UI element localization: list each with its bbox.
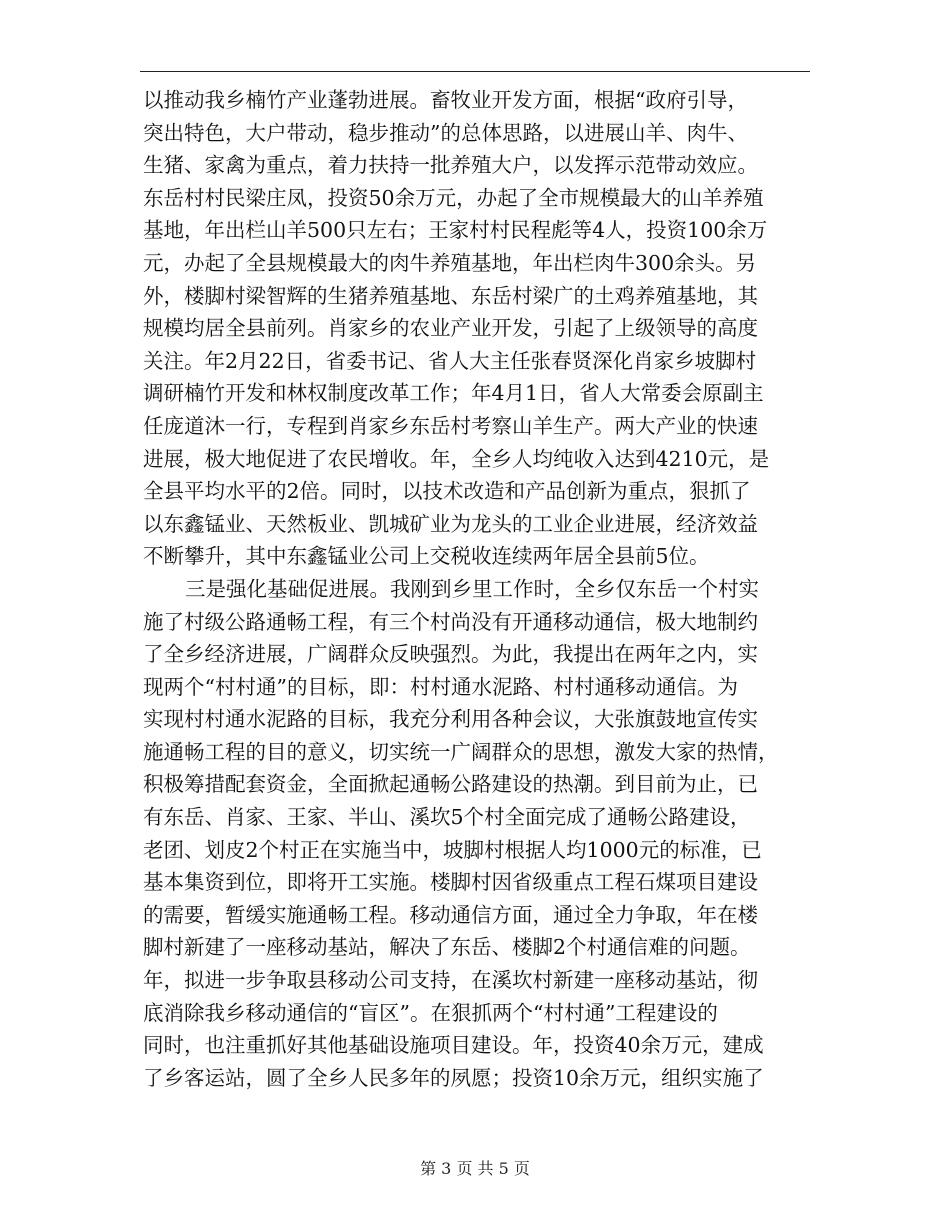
page-footer: 第 3 页 共 5 页 — [420, 1159, 530, 1178]
text-line: 调研楠竹开发和林权制度改革工作；年4月1日，省人大常委会原副主 — [143, 381, 764, 406]
text-line: 元，办起了全县规模最大的肉牛养殖基地，年出栏肉牛300余头。另 — [143, 250, 757, 275]
text-line: 积极筹措配套资金，全面掀起通畅公路建设的热潮。到目前为止，已 — [143, 772, 758, 797]
text-line: 规模均居全县前列。肖家乡的农业产业开发，引起了上级领导的高度 — [143, 316, 758, 341]
text-line: 进展，极大地促进了农民增收。年，全乡人均纯收入达到4210元，是 — [143, 446, 770, 471]
text-line: 突出特色，大户带动，稳步推动”的总体思路，以进展山羊、肉牛、 — [143, 120, 748, 145]
paragraph — [143, 84, 815, 573]
text-line: 施通畅工程的目的意义，切实统一广阔群众的思想，激发大家的热情， — [143, 739, 779, 764]
text-line: 了乡客运站，圆了全乡人民多年的夙愿；投资10余万元，组织实施了 — [143, 1065, 764, 1090]
text-line: 年，拟进一步争取县移动公司支持，在溪坎村新建一座移动基站，彻 — [143, 968, 758, 993]
text-line: 同时，也注重抓好其他基础设施项目建设。年，投资40余万元，建成 — [143, 1033, 764, 1058]
text-line: 不断攀升，其中东鑫锰业公司上交税收连续两年居全县前5位。 — [143, 544, 710, 569]
text-line: 了全乡经济进展，广阔群众反映强烈。为此，我提出在两年之内，实 — [143, 642, 758, 667]
body-text — [143, 84, 815, 1094]
text-line: 老团、划皮2个村正在实施当中，坡脚村根据人均1000元的标准，已 — [143, 837, 762, 862]
text-line: 外，楼脚村梁智辉的生猪养殖基地、东岳村梁广的土鸡养殖基地，其 — [143, 283, 758, 308]
text-line: 脚村新建了一座移动基站，解决了东岳、楼脚2个村通信难的问题。 — [143, 935, 751, 960]
text-line: 以推动我乡楠竹产业蓬勃进展。畜牧业开发方面，根据“政府引导， — [143, 88, 748, 112]
text-line: 的需要，暂缓实施通畅工程。移动通信方面，通过全力争取，年在楼 — [143, 902, 758, 927]
text-line: 实现村村通水泥路的目标，我充分利用各种会议，大张旗鼓地宣传实 — [143, 707, 758, 732]
paragraph — [143, 573, 815, 1095]
text-line: 生猪、家禽为重点，着力扶持一批养殖大户，以发挥示范带动效应。 — [143, 153, 758, 178]
text-line: 东岳村村民梁庄凤，投资50余万元，办起了全市规模最大的山羊养殖 — [143, 185, 764, 210]
text-line: 任庞道沐一行，专程到肖家乡东岳村考察山羊生产。两大产业的快速 — [143, 413, 758, 438]
header-rule — [140, 71, 810, 72]
text-line: 现两个“村村通”的目标，即：村村通水泥路、村村通移动通信。为 — [143, 674, 738, 699]
text-line: 有东岳、肖家、王家、半山、溪坎5个村全面完成了通畅公路建设， — [143, 805, 751, 830]
text-line: 施了村级公路通畅工程，有三个村尚没有开通移动通信，极大地制约 — [143, 609, 758, 634]
text-line: 全县平均水平的2倍。同时，以技术改造和产品创新为重点，狠抓了 — [143, 479, 751, 504]
text-line: 底消除我乡移动通信的“盲区”。在狠抓两个“村村通”工程建设的 — [143, 1000, 718, 1025]
text-line: 基地，年出栏山羊500只左右；王家村村民程彪等4人，投资100余万 — [143, 218, 768, 243]
text-line: 基本集资到位，即将开工实施。楼脚村因省级重点工程石煤项目建设 — [143, 870, 758, 895]
text-line: 三是强化基础促进展。我刚到乡里工作时，全乡仅东岳一个村实 — [185, 576, 759, 601]
text-line: 关注。年2月22日，省委书记、省人大主任张春贤深化肖家乡坡脚村 — [143, 348, 757, 373]
text-line: 以东鑫锰业、天然板业、凯城矿业为龙头的工业企业进展，经济效益 — [143, 511, 758, 536]
